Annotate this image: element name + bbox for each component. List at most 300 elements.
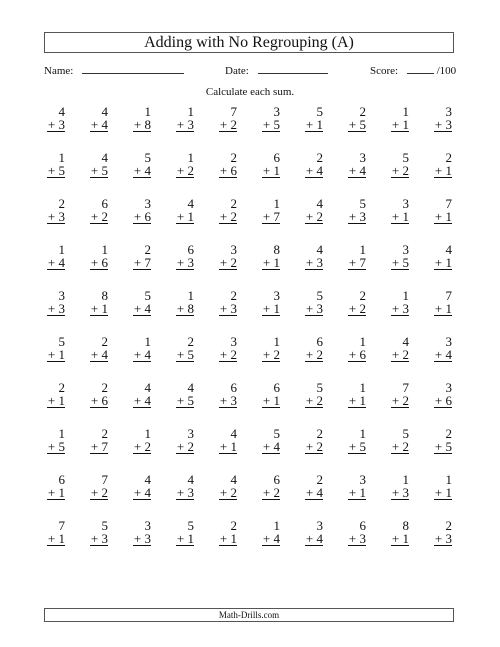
addition-problem <box>76 473 119 519</box>
addition-problem <box>205 473 248 519</box>
addition-problem <box>334 335 377 381</box>
addition-problem <box>420 335 463 381</box>
addition-problem <box>377 289 420 335</box>
addend-top: 2 <box>58 196 65 211</box>
addition-problem <box>162 335 205 381</box>
addition-problem <box>162 151 205 197</box>
addition-problem <box>334 289 377 335</box>
addend-top: 4 <box>58 104 65 119</box>
addition-problem <box>76 427 119 473</box>
addition-problem <box>248 197 291 243</box>
addition-problem <box>162 473 205 519</box>
addend-bottom: + 3 <box>434 531 452 546</box>
addition-problem <box>291 151 334 197</box>
addend-top: 5 <box>316 380 323 395</box>
addend-top: 1 <box>58 150 65 165</box>
addend-top: 2 <box>144 242 151 257</box>
addition-problem <box>76 289 119 335</box>
addition-problem <box>162 519 205 565</box>
addend-top: 3 <box>144 518 151 533</box>
addend-top: 1 <box>144 334 151 349</box>
name-field <box>44 64 184 77</box>
problem-row <box>33 289 463 335</box>
addend-bottom: + 5 <box>391 255 409 270</box>
addend-top: 5 <box>273 426 280 441</box>
addend-top: 4 <box>144 380 151 395</box>
addition-problem <box>119 289 162 335</box>
addend-top: 1 <box>187 150 194 165</box>
addend-bottom: + 1 <box>219 531 237 546</box>
addend-top: 2 <box>316 150 323 165</box>
addend-top: 3 <box>359 472 366 487</box>
addend-bottom: + 3 <box>47 301 65 316</box>
addend-top: 5 <box>316 288 323 303</box>
addition-problem <box>76 335 119 381</box>
addition-problem <box>119 519 162 565</box>
addend-top: 3 <box>58 288 65 303</box>
addend-bottom: + 3 <box>47 209 65 224</box>
problem-row <box>33 335 463 381</box>
addend-top: 4 <box>187 380 194 395</box>
addition-problem <box>205 151 248 197</box>
addend-bottom: + 6 <box>90 393 108 408</box>
addend-top: 1 <box>144 104 151 119</box>
addition-problem <box>76 197 119 243</box>
addition-problem <box>291 427 334 473</box>
addition-problem <box>162 427 205 473</box>
addition-problem <box>119 151 162 197</box>
addend-top: 1 <box>359 242 366 257</box>
addend-top: 7 <box>445 288 452 303</box>
addition-problem <box>291 105 334 151</box>
addend-bottom: + 7 <box>262 209 280 224</box>
addition-problem <box>205 243 248 289</box>
addend-bottom: + 3 <box>391 485 409 500</box>
addend-bottom: + 1 <box>219 439 237 454</box>
addition-problem <box>291 243 334 289</box>
addend-top: 4 <box>187 196 194 211</box>
addend-bottom: + 7 <box>90 439 108 454</box>
addend-bottom: + 2 <box>391 393 409 408</box>
addend-top: 4 <box>230 472 237 487</box>
addition-problem <box>334 243 377 289</box>
addend-bottom: + 1 <box>176 209 194 224</box>
addend-top: 2 <box>58 380 65 395</box>
addition-problem <box>162 243 205 289</box>
addend-bottom: + 5 <box>47 439 65 454</box>
addend-top: 4 <box>402 334 409 349</box>
addend-top: 3 <box>144 196 151 211</box>
addend-top: 2 <box>101 380 108 395</box>
addition-problem <box>334 105 377 151</box>
addend-bottom: + 1 <box>391 531 409 546</box>
addition-problem <box>76 151 119 197</box>
addend-top: 8 <box>101 288 108 303</box>
addition-problem <box>334 473 377 519</box>
name-blank[interactable] <box>82 64 184 74</box>
addend-top: 7 <box>445 196 452 211</box>
addition-problem <box>76 105 119 151</box>
addition-problem <box>377 197 420 243</box>
addend-top: 4 <box>316 242 323 257</box>
addition-problem <box>334 197 377 243</box>
addend-bottom: + 5 <box>176 393 194 408</box>
addend-bottom: + 2 <box>391 439 409 454</box>
addend-top: 1 <box>58 242 65 257</box>
addend-top: 3 <box>230 334 237 349</box>
addend-bottom: + 1 <box>434 163 452 178</box>
addend-bottom: + 2 <box>305 439 323 454</box>
addend-top: 2 <box>316 426 323 441</box>
addition-problem <box>162 289 205 335</box>
addend-bottom: + 4 <box>348 163 366 178</box>
addend-top: 6 <box>101 196 108 211</box>
addition-problem <box>420 289 463 335</box>
addition-problem <box>420 151 463 197</box>
addend-bottom: + 6 <box>434 393 452 408</box>
addend-top: 1 <box>144 426 151 441</box>
addend-bottom: + 2 <box>219 347 237 362</box>
addition-problem <box>33 473 76 519</box>
addend-bottom: + 1 <box>348 393 366 408</box>
addend-bottom: + 6 <box>348 347 366 362</box>
addend-top: 1 <box>445 472 452 487</box>
addition-problem <box>76 519 119 565</box>
addend-top: 5 <box>402 426 409 441</box>
addend-top: 7 <box>402 380 409 395</box>
addend-bottom: + 4 <box>262 531 280 546</box>
problem-row <box>33 197 463 243</box>
addend-bottom: + 2 <box>219 209 237 224</box>
addend-bottom: + 4 <box>90 117 108 132</box>
addend-bottom: + 3 <box>305 301 323 316</box>
addend-top: 2 <box>187 334 194 349</box>
date-blank[interactable] <box>258 64 328 74</box>
addition-problem <box>291 197 334 243</box>
addition-problem <box>248 519 291 565</box>
addend-top: 3 <box>359 150 366 165</box>
addend-top: 6 <box>230 380 237 395</box>
footer: Math-Drills.com <box>44 608 454 622</box>
addend-bottom: + 1 <box>47 485 65 500</box>
addend-bottom: + 6 <box>90 255 108 270</box>
addend-top: 6 <box>316 334 323 349</box>
addition-problem <box>334 381 377 427</box>
addition-problem <box>119 473 162 519</box>
addend-bottom: + 7 <box>133 255 151 270</box>
addend-top: 1 <box>58 426 65 441</box>
problem-row <box>33 381 463 427</box>
addition-problem <box>248 335 291 381</box>
addend-bottom: + 2 <box>219 255 237 270</box>
addition-problem <box>291 473 334 519</box>
addend-top: 1 <box>273 196 280 211</box>
addend-bottom: + 2 <box>176 163 194 178</box>
addend-bottom: + 5 <box>47 163 65 178</box>
addend-bottom: + 1 <box>434 255 452 270</box>
problem-row <box>33 151 463 197</box>
addend-bottom: + 1 <box>47 393 65 408</box>
addition-problem <box>205 105 248 151</box>
instructions: Calculate each sum. <box>205 86 295 98</box>
addend-bottom: + 1 <box>262 255 280 270</box>
addend-top: 3 <box>402 196 409 211</box>
addend-top: 6 <box>273 380 280 395</box>
addition-problem <box>291 519 334 565</box>
addend-bottom: + 4 <box>133 485 151 500</box>
addend-bottom: + 2 <box>391 347 409 362</box>
addend-bottom: + 1 <box>176 531 194 546</box>
addend-top: 4 <box>101 150 108 165</box>
addend-bottom: + 3 <box>219 301 237 316</box>
addend-top: 5 <box>58 334 65 349</box>
addition-problem <box>291 335 334 381</box>
date-label: Date: <box>225 65 249 77</box>
addend-top: 2 <box>359 288 366 303</box>
worksheet-title: Adding with No Regrouping (A) <box>44 32 454 53</box>
addend-top: 8 <box>273 242 280 257</box>
problem-row <box>33 519 463 565</box>
addition-problem <box>377 105 420 151</box>
addition-problem <box>33 381 76 427</box>
addend-bottom: + 5 <box>176 347 194 362</box>
addend-bottom: + 4 <box>133 301 151 316</box>
addition-problem <box>162 197 205 243</box>
addend-bottom: + 2 <box>391 163 409 178</box>
addend-top: 3 <box>273 104 280 119</box>
addend-top: 6 <box>359 518 366 533</box>
addition-problem <box>248 151 291 197</box>
addend-bottom: + 1 <box>305 117 323 132</box>
addition-problem <box>33 427 76 473</box>
addend-bottom: + 6 <box>219 163 237 178</box>
addend-bottom: + 5 <box>90 163 108 178</box>
problem-row <box>33 427 463 473</box>
addend-bottom: + 6 <box>133 209 151 224</box>
addition-problem <box>33 243 76 289</box>
addend-top: 4 <box>101 104 108 119</box>
addition-problem <box>119 197 162 243</box>
addition-problem <box>205 197 248 243</box>
addend-top: 1 <box>273 518 280 533</box>
addend-bottom: + 5 <box>348 439 366 454</box>
addend-bottom: + 3 <box>348 209 366 224</box>
addend-bottom: + 4 <box>305 485 323 500</box>
addend-bottom: + 2 <box>219 117 237 132</box>
addend-top: 7 <box>58 518 65 533</box>
addition-problem <box>420 243 463 289</box>
addend-bottom: + 5 <box>262 117 280 132</box>
addend-bottom: + 1 <box>47 347 65 362</box>
addend-bottom: + 1 <box>434 209 452 224</box>
addend-bottom: + 3 <box>133 531 151 546</box>
addition-problem <box>377 335 420 381</box>
addend-top: 1 <box>187 288 194 303</box>
addend-bottom: + 1 <box>391 209 409 224</box>
addend-bottom: + 3 <box>391 301 409 316</box>
addend-top: 2 <box>445 150 452 165</box>
addend-bottom: + 4 <box>90 347 108 362</box>
addend-bottom: + 2 <box>305 347 323 362</box>
addend-top: 1 <box>402 472 409 487</box>
addend-top: 1 <box>402 288 409 303</box>
addend-bottom: + 3 <box>176 117 194 132</box>
addend-top: 2 <box>230 288 237 303</box>
addition-problem <box>33 105 76 151</box>
addition-problem <box>119 105 162 151</box>
addend-top: 3 <box>316 518 323 533</box>
addition-problem <box>248 105 291 151</box>
addend-top: 1 <box>273 334 280 349</box>
addend-bottom: + 1 <box>262 393 280 408</box>
addend-bottom: + 8 <box>133 117 151 132</box>
addend-top: 5 <box>101 518 108 533</box>
problem-row <box>33 243 463 289</box>
addition-problem <box>334 427 377 473</box>
addend-bottom: + 1 <box>348 485 366 500</box>
addend-bottom: + 4 <box>133 393 151 408</box>
addition-problem <box>76 243 119 289</box>
addend-bottom: + 3 <box>176 255 194 270</box>
addend-bottom: + 5 <box>434 439 452 454</box>
score-blank[interactable] <box>407 64 434 74</box>
addend-top: 3 <box>273 288 280 303</box>
addition-problem <box>377 243 420 289</box>
addend-top: 3 <box>445 380 452 395</box>
addend-bottom: + 2 <box>219 485 237 500</box>
addition-problem <box>119 427 162 473</box>
addend-top: 4 <box>187 472 194 487</box>
addend-bottom: + 1 <box>262 301 280 316</box>
addend-top: 6 <box>187 242 194 257</box>
addend-top: 6 <box>58 472 65 487</box>
addend-bottom: + 4 <box>133 347 151 362</box>
addend-bottom: + 4 <box>434 347 452 362</box>
addend-top: 5 <box>316 104 323 119</box>
problem-grid <box>33 105 463 565</box>
addend-top: 2 <box>230 196 237 211</box>
addition-problem <box>33 289 76 335</box>
addition-problem <box>248 243 291 289</box>
addition-problem <box>420 473 463 519</box>
score-total: /100 <box>436 65 457 77</box>
addition-problem <box>162 105 205 151</box>
addend-top: 4 <box>230 426 237 441</box>
addend-bottom: + 2 <box>262 485 280 500</box>
addition-problem <box>162 381 205 427</box>
addend-top: 1 <box>359 334 366 349</box>
addend-bottom: + 3 <box>219 393 237 408</box>
addend-top: 3 <box>230 242 237 257</box>
addend-bottom: + 1 <box>434 485 452 500</box>
addend-bottom: + 2 <box>262 347 280 362</box>
addend-top: 2 <box>359 104 366 119</box>
addend-top: 6 <box>273 472 280 487</box>
addition-problem <box>248 381 291 427</box>
addend-bottom: + 3 <box>176 485 194 500</box>
addition-problem <box>205 335 248 381</box>
addition-problem <box>248 473 291 519</box>
addend-top: 2 <box>316 472 323 487</box>
addend-bottom: + 3 <box>434 117 452 132</box>
addend-top: 4 <box>144 472 151 487</box>
addend-top: 8 <box>402 518 409 533</box>
addend-bottom: + 3 <box>305 255 323 270</box>
addend-top: 5 <box>144 150 151 165</box>
score-label: Score: <box>370 65 399 77</box>
addition-problem <box>420 197 463 243</box>
addend-top: 6 <box>273 150 280 165</box>
addition-problem <box>377 519 420 565</box>
addend-top: 1 <box>187 104 194 119</box>
addend-top: 5 <box>359 196 366 211</box>
addend-bottom: + 3 <box>90 531 108 546</box>
addition-problem <box>420 519 463 565</box>
addend-bottom: + 1 <box>391 117 409 132</box>
addition-problem <box>205 519 248 565</box>
addition-problem <box>119 243 162 289</box>
problem-row <box>33 473 463 519</box>
addend-bottom: + 2 <box>348 301 366 316</box>
addition-problem <box>205 427 248 473</box>
addend-top: 5 <box>187 518 194 533</box>
addend-bottom: + 4 <box>262 439 280 454</box>
addition-problem <box>377 473 420 519</box>
addend-top: 3 <box>445 104 452 119</box>
addition-problem <box>334 519 377 565</box>
addition-problem <box>248 427 291 473</box>
addend-bottom: + 2 <box>305 209 323 224</box>
addend-top: 3 <box>445 334 452 349</box>
addend-top: 5 <box>144 288 151 303</box>
addend-bottom: + 4 <box>133 163 151 178</box>
addend-top: 7 <box>101 472 108 487</box>
score-field <box>370 64 456 77</box>
addend-top: 4 <box>445 242 452 257</box>
addition-problem <box>291 381 334 427</box>
addend-top: 2 <box>445 518 452 533</box>
addend-bottom: + 2 <box>176 439 194 454</box>
addition-problem <box>334 151 377 197</box>
addition-problem <box>377 427 420 473</box>
addend-top: 2 <box>101 426 108 441</box>
addend-bottom: + 2 <box>90 485 108 500</box>
addend-bottom: + 4 <box>305 163 323 178</box>
addition-problem <box>205 381 248 427</box>
addition-problem <box>291 289 334 335</box>
addition-problem <box>420 105 463 151</box>
addition-problem <box>248 289 291 335</box>
addition-problem <box>377 381 420 427</box>
addend-bottom: + 2 <box>90 209 108 224</box>
addition-problem <box>119 381 162 427</box>
addend-top: 7 <box>230 104 237 119</box>
addition-problem <box>33 335 76 381</box>
addition-problem <box>76 381 119 427</box>
addition-problem <box>420 381 463 427</box>
name-label: Name: <box>44 65 74 77</box>
addition-problem <box>205 289 248 335</box>
addend-top: 4 <box>316 196 323 211</box>
addend-bottom: + 4 <box>305 531 323 546</box>
addend-top: 2 <box>445 426 452 441</box>
addend-top: 2 <box>101 334 108 349</box>
addend-top: 1 <box>359 426 366 441</box>
addend-bottom: + 3 <box>348 531 366 546</box>
student-info-row <box>0 64 500 80</box>
addend-bottom: + 7 <box>348 255 366 270</box>
addend-top: 2 <box>230 518 237 533</box>
